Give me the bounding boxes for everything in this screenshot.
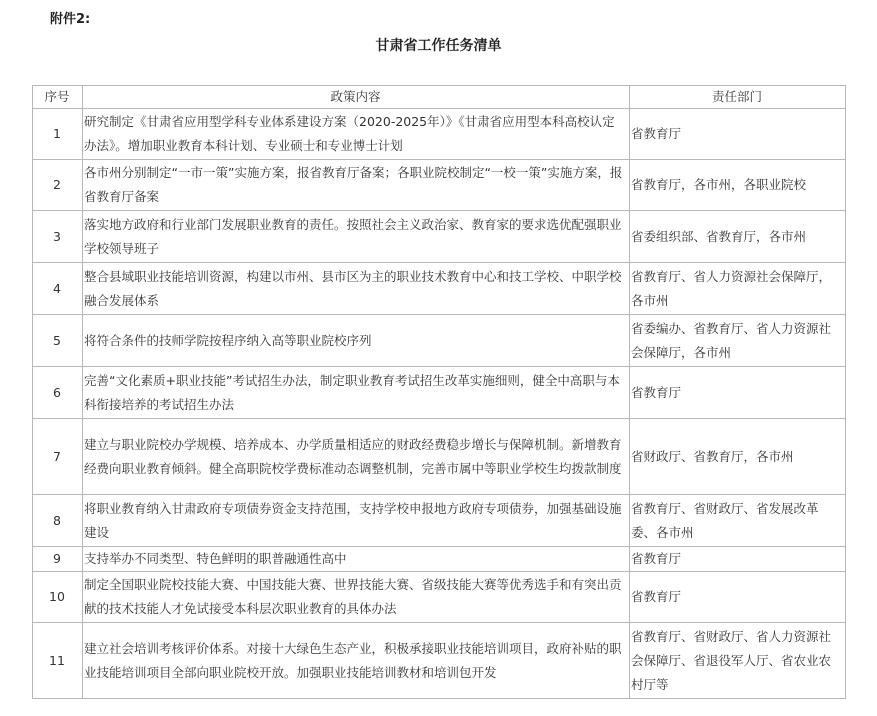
row-content: 制定全国职业院校技能大赛、中国技能大赛、世界技能大赛、省级技能大赛等优秀选手和有突出贡献的技术技能人才免试接受本科层次职业教育的具体办法 — [83, 572, 630, 623]
row-seq: 9 — [33, 547, 83, 572]
row-seq: 6 — [33, 367, 83, 419]
table-row — [33, 315, 846, 367]
row-seq: 10 — [33, 572, 83, 623]
row-dept: 省教育厅、省财政厅、省发展改革委、各市州 — [630, 495, 846, 547]
row-dept: 省教育厅、省财政厅、省人力资源社会保障厅、省退役军人厅、省农业农村厅等 — [630, 623, 846, 699]
document-title: 甘肃省工作任务清单 — [375, 38, 502, 54]
row-dept: 省财政厅、省教育厅，各市州 — [630, 419, 846, 495]
row-dept: 省教育厅 — [630, 572, 846, 623]
attachment-label: 附件2: — [50, 12, 91, 27]
row-seq: 4 — [33, 263, 83, 315]
row-seq: 8 — [33, 495, 83, 547]
row-seq: 5 — [33, 315, 83, 367]
column-header-seq: 序号 — [33, 86, 83, 109]
row-dept: 省教育厅 — [630, 367, 846, 419]
row-dept: 省教育厅、省人力资源社会保障厅，各市州 — [630, 263, 846, 315]
row-content: 建立与职业院校办学规模、培养成本、办学质量相适应的财政经费稳步增长与保障机制。新增教育经费向职业教育倾斜。健全高职院校学费标准动态调整机制，完善市属中等职业学校生均拨款制度 — [83, 419, 630, 495]
table-row — [33, 109, 846, 160]
table-row — [33, 419, 846, 495]
row-content: 将职业教育纳入甘肃政府专项债券资金支持范围，支持学校申报地方政府专项债券，加强基础设施建设 — [83, 495, 630, 547]
task-table — [32, 85, 846, 699]
row-content: 建立社会培训考核评价体系。对接十大绿色生态产业，积极承接职业技能培训项目，政府补贴的职业技能培训项目全部向职业院校开放。加强职业技能培训教材和培训包开发 — [83, 623, 630, 699]
table-row — [33, 547, 846, 572]
row-seq: 2 — [33, 160, 83, 211]
row-dept: 省教育厅，各市州，各职业院校 — [630, 160, 846, 211]
row-seq: 7 — [33, 419, 83, 495]
row-content: 完善“文化素质+职业技能”考试招生办法，制定职业教育考试招生改革实施细则，健全中高职与本科衔接培养的考试招生办法 — [83, 367, 630, 419]
row-dept: 省委编办、省教育厅、省人力资源社会保障厅，各市州 — [630, 315, 846, 367]
row-seq: 11 — [33, 623, 83, 699]
table-row — [33, 263, 846, 315]
row-content: 整合县域职业技能培训资源，构建以市州、县市区为主的职业技术教育中心和技工学校、中职学校融合发展体系 — [83, 263, 630, 315]
table-row — [33, 211, 846, 263]
table-row — [33, 367, 846, 419]
row-content: 各市州分别制定“一市一策”实施方案，报省教育厅备案；各职业院校制定“一校一策”实施方案，报省教育厅备案 — [83, 160, 630, 211]
column-header-content: 政策内容 — [83, 86, 630, 109]
table-row — [33, 495, 846, 547]
row-dept: 省教育厅 — [630, 547, 846, 572]
row-content: 支持举办不同类型、特色鲜明的职普融通性高中 — [83, 547, 630, 572]
row-seq: 1 — [33, 109, 83, 160]
row-dept: 省委组织部、省教育厅，各市州 — [630, 211, 846, 263]
row-seq: 3 — [33, 211, 83, 263]
table-header-row — [33, 86, 846, 109]
column-header-dept: 责任部门 — [630, 86, 846, 109]
table-row — [33, 572, 846, 623]
row-content: 将符合条件的技师学院按程序纳入高等职业院校序列 — [83, 315, 630, 367]
row-content: 落实地方政府和行业部门发展职业教育的责任。按照社会主义政治家、教育家的要求选优配强职业学校领导班子 — [83, 211, 630, 263]
row-dept: 省教育厅 — [630, 109, 846, 160]
row-content: 研究制定《甘肃省应用型学科专业体系建设方案（2020-2025年）》《甘肃省应用型本科高校认定办法》。增加职业教育本科计划、专业硕士和专业博士计划 — [83, 109, 630, 160]
table-row — [33, 160, 846, 211]
table-row — [33, 623, 846, 699]
